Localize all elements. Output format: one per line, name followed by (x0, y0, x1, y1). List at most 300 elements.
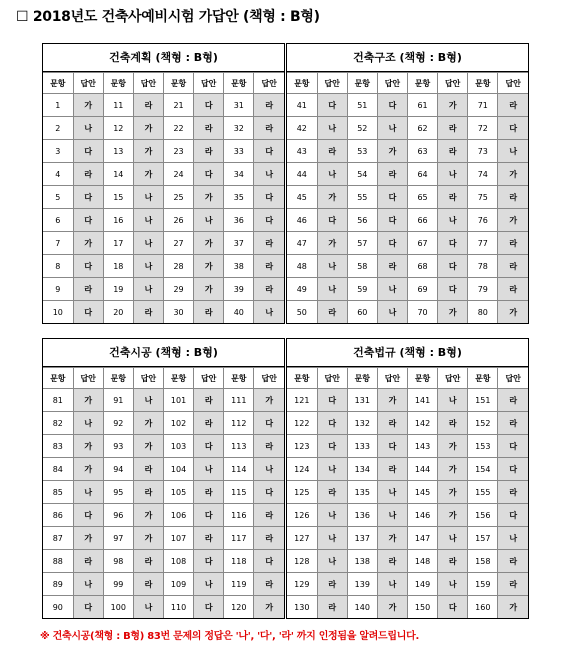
question-number: 40 (224, 301, 254, 324)
answer-cell: 라 (194, 412, 224, 435)
header-question: 문항 (103, 368, 133, 389)
question-number: 20 (103, 301, 133, 324)
question-number: 41 (287, 94, 317, 117)
answer-cell: 라 (498, 232, 528, 255)
question-number: 27 (164, 232, 194, 255)
question-number: 116 (224, 504, 254, 527)
question-number: 124 (287, 458, 317, 481)
answer-cell: 라 (438, 140, 468, 163)
question-number: 97 (103, 527, 133, 550)
question-number: 58 (347, 255, 377, 278)
answer-cell: 라 (133, 301, 163, 324)
answer-cell: 다 (377, 186, 407, 209)
header-row (287, 73, 528, 94)
question-number: 67 (408, 232, 438, 255)
table-row (287, 573, 528, 596)
question-number: 42 (287, 117, 317, 140)
question-number: 126 (287, 504, 317, 527)
question-number: 1 (43, 94, 73, 117)
header-question: 문항 (103, 73, 133, 94)
answer-cell: 나 (194, 573, 224, 596)
question-number: 61 (408, 94, 438, 117)
question-number: 118 (224, 550, 254, 573)
question-number: 49 (287, 278, 317, 301)
question-number: 29 (164, 278, 194, 301)
answer-cell: 가 (377, 389, 407, 412)
answer-cell: 다 (73, 186, 103, 209)
answer-cell: 나 (133, 232, 163, 255)
answer-table (43, 72, 284, 323)
header-answer: 답안 (254, 368, 284, 389)
answer-cell: 다 (498, 458, 528, 481)
table-row (43, 412, 284, 435)
question-number: 114 (224, 458, 254, 481)
answer-cell: 라 (498, 94, 528, 117)
header-question: 문항 (224, 73, 254, 94)
table-row (287, 412, 528, 435)
answer-cell: 다 (377, 232, 407, 255)
answer-cell: 라 (254, 504, 284, 527)
question-number: 3 (43, 140, 73, 163)
answer-cell: 라 (254, 117, 284, 140)
table-row (287, 301, 528, 324)
header-row (43, 73, 284, 94)
question-number: 50 (287, 301, 317, 324)
question-number: 34 (224, 163, 254, 186)
question-number: 110 (164, 596, 194, 619)
answer-cell: 라 (498, 550, 528, 573)
question-number: 127 (287, 527, 317, 550)
answer-cell: 다 (438, 232, 468, 255)
question-number: 39 (224, 278, 254, 301)
answer-cell: 나 (73, 481, 103, 504)
answer-cell: 라 (133, 94, 163, 117)
question-number: 130 (287, 596, 317, 619)
question-number: 24 (164, 163, 194, 186)
question-number: 155 (468, 481, 498, 504)
answer-cell: 다 (254, 412, 284, 435)
answer-cell: 라 (438, 117, 468, 140)
question-number: 141 (408, 389, 438, 412)
answer-cell: 다 (194, 94, 224, 117)
answer-cell: 나 (133, 389, 163, 412)
answer-cell: 라 (194, 140, 224, 163)
question-number: 72 (468, 117, 498, 140)
section-building-law (286, 338, 529, 619)
header-question: 문항 (164, 73, 194, 94)
question-number: 85 (43, 481, 73, 504)
table-row (287, 481, 528, 504)
question-number: 142 (408, 412, 438, 435)
table-row (287, 94, 528, 117)
question-number: 70 (408, 301, 438, 324)
answer-cell: 나 (317, 117, 347, 140)
header-answer: 답안 (317, 73, 347, 94)
table-row (43, 232, 284, 255)
answer-cell: 다 (498, 435, 528, 458)
answer-cell: 가 (254, 596, 284, 619)
table-row (43, 278, 284, 301)
answer-cell: 나 (194, 209, 224, 232)
header-answer: 답안 (73, 73, 103, 94)
question-number: 121 (287, 389, 317, 412)
answer-cell: 라 (317, 481, 347, 504)
question-number: 120 (224, 596, 254, 619)
answer-cell: 가 (438, 301, 468, 324)
answer-cell: 다 (254, 209, 284, 232)
question-number: 119 (224, 573, 254, 596)
answer-cell: 다 (194, 596, 224, 619)
table-row (287, 435, 528, 458)
answer-cell: 라 (317, 301, 347, 324)
question-number: 106 (164, 504, 194, 527)
question-number: 48 (287, 255, 317, 278)
answer-cell: 다 (194, 504, 224, 527)
answer-cell: 라 (254, 573, 284, 596)
question-number: 103 (164, 435, 194, 458)
question-number: 65 (408, 186, 438, 209)
header-question: 문항 (468, 368, 498, 389)
answer-cell: 가 (133, 163, 163, 186)
question-number: 11 (103, 94, 133, 117)
question-number: 98 (103, 550, 133, 573)
answer-cell: 가 (133, 504, 163, 527)
question-number: 19 (103, 278, 133, 301)
question-number: 12 (103, 117, 133, 140)
answer-cell: 나 (498, 527, 528, 550)
question-number: 21 (164, 94, 194, 117)
answer-cell: 나 (317, 163, 347, 186)
question-number: 53 (347, 140, 377, 163)
table-row (287, 255, 528, 278)
question-number: 147 (408, 527, 438, 550)
question-number: 99 (103, 573, 133, 596)
header-answer: 답안 (133, 368, 163, 389)
section-architectural-planning (42, 43, 285, 324)
question-number: 109 (164, 573, 194, 596)
answer-cell: 가 (133, 527, 163, 550)
question-number: 28 (164, 255, 194, 278)
answer-cell: 라 (498, 481, 528, 504)
question-number: 148 (408, 550, 438, 573)
answer-cell: 나 (73, 573, 103, 596)
answer-cell: 다 (317, 94, 347, 117)
answer-cell: 다 (73, 504, 103, 527)
table-row (287, 163, 528, 186)
answer-cell: 다 (73, 209, 103, 232)
answer-table (287, 72, 528, 323)
answer-cell: 나 (377, 301, 407, 324)
answer-cell: 나 (254, 301, 284, 324)
table-row (287, 504, 528, 527)
header-question: 문항 (164, 368, 194, 389)
answer-table (43, 367, 284, 618)
question-number: 129 (287, 573, 317, 596)
header-answer: 답안 (438, 368, 468, 389)
answer-cell: 라 (317, 596, 347, 619)
answer-cell: 라 (317, 573, 347, 596)
table-row (287, 209, 528, 232)
document-title: ☐ 2018년도 건축사예비시험 가답안 (책형 : B형) (16, 9, 320, 25)
answer-cell: 가 (194, 186, 224, 209)
answer-cell: 나 (133, 278, 163, 301)
answer-cell: 라 (254, 94, 284, 117)
answer-cell: 가 (194, 255, 224, 278)
question-number: 92 (103, 412, 133, 435)
answer-cell: 나 (133, 209, 163, 232)
question-number: 93 (103, 435, 133, 458)
header-question: 문항 (43, 368, 73, 389)
table-row (43, 186, 284, 209)
question-number: 82 (43, 412, 73, 435)
question-number: 83 (43, 435, 73, 458)
question-number: 90 (43, 596, 73, 619)
question-number: 5 (43, 186, 73, 209)
question-number: 160 (468, 596, 498, 619)
question-number: 128 (287, 550, 317, 573)
header-answer: 답안 (73, 368, 103, 389)
question-number: 89 (43, 573, 73, 596)
answer-cell: 라 (498, 389, 528, 412)
question-number: 44 (287, 163, 317, 186)
answer-cell: 가 (498, 301, 528, 324)
answer-cell: 다 (194, 163, 224, 186)
answer-cell: 가 (377, 140, 407, 163)
answer-cell: 라 (254, 255, 284, 278)
question-number: 105 (164, 481, 194, 504)
question-number: 73 (468, 140, 498, 163)
question-number: 25 (164, 186, 194, 209)
question-number: 63 (408, 140, 438, 163)
answer-cell: 라 (498, 412, 528, 435)
question-number: 9 (43, 278, 73, 301)
question-number: 4 (43, 163, 73, 186)
section-architectural-structure (286, 43, 529, 324)
question-number: 32 (224, 117, 254, 140)
answer-cell: 라 (377, 163, 407, 186)
question-number: 57 (347, 232, 377, 255)
header-question: 문항 (287, 368, 317, 389)
question-number: 71 (468, 94, 498, 117)
question-number: 18 (103, 255, 133, 278)
question-number: 14 (103, 163, 133, 186)
table-row (287, 596, 528, 619)
answer-cell: 나 (438, 389, 468, 412)
header-question: 문항 (408, 73, 438, 94)
answer-cell: 라 (254, 435, 284, 458)
header-question: 문항 (347, 368, 377, 389)
answer-cell: 다 (377, 435, 407, 458)
question-number: 102 (164, 412, 194, 435)
header-question: 문항 (468, 73, 498, 94)
question-number: 16 (103, 209, 133, 232)
answer-cell: 가 (498, 163, 528, 186)
question-number: 59 (347, 278, 377, 301)
answer-cell: 다 (73, 255, 103, 278)
answer-cell: 라 (438, 550, 468, 573)
question-number: 37 (224, 232, 254, 255)
answer-cell: 나 (377, 573, 407, 596)
question-number: 154 (468, 458, 498, 481)
question-number: 94 (103, 458, 133, 481)
question-number: 125 (287, 481, 317, 504)
answer-cell: 라 (377, 412, 407, 435)
question-number: 64 (408, 163, 438, 186)
question-number: 132 (347, 412, 377, 435)
header-question: 문항 (287, 73, 317, 94)
answer-cell: 나 (377, 117, 407, 140)
question-number: 13 (103, 140, 133, 163)
answer-cell: 라 (254, 527, 284, 550)
answer-cell: 다 (498, 117, 528, 140)
table-row (287, 527, 528, 550)
answer-cell: 나 (317, 255, 347, 278)
answer-cell: 나 (438, 163, 468, 186)
header-answer: 답안 (498, 73, 528, 94)
header-row (43, 368, 284, 389)
table-row (43, 140, 284, 163)
answer-cell: 가 (438, 504, 468, 527)
question-number: 60 (347, 301, 377, 324)
answer-cell: 다 (254, 140, 284, 163)
answer-cell: 가 (73, 435, 103, 458)
answer-cell: 나 (438, 209, 468, 232)
header-question: 문항 (408, 368, 438, 389)
question-number: 158 (468, 550, 498, 573)
question-number: 31 (224, 94, 254, 117)
question-number: 6 (43, 209, 73, 232)
answer-cell: 다 (194, 435, 224, 458)
answer-cell: 라 (73, 278, 103, 301)
answer-cell: 라 (377, 255, 407, 278)
notice-text: ※ 건축시공(책형 : B형) 83번 문제의 정답은 '나', '다', '라' 까지 인정됨을 알려드립니다. (40, 631, 419, 642)
answer-table (287, 367, 528, 618)
question-number: 95 (103, 481, 133, 504)
question-number: 88 (43, 550, 73, 573)
question-number: 104 (164, 458, 194, 481)
table-row (43, 255, 284, 278)
answer-cell: 나 (377, 278, 407, 301)
question-number: 138 (347, 550, 377, 573)
answer-cell: 라 (194, 527, 224, 550)
answer-cell: 라 (133, 573, 163, 596)
table-row (43, 573, 284, 596)
answer-cell: 라 (438, 412, 468, 435)
header-answer: 답안 (377, 368, 407, 389)
answer-cell: 나 (438, 527, 468, 550)
answer-cell: 라 (377, 458, 407, 481)
question-number: 145 (408, 481, 438, 504)
answer-cell: 가 (377, 527, 407, 550)
question-number: 35 (224, 186, 254, 209)
answer-cell: 라 (194, 481, 224, 504)
question-number: 136 (347, 504, 377, 527)
question-number: 79 (468, 278, 498, 301)
question-number: 149 (408, 573, 438, 596)
answer-cell: 가 (194, 278, 224, 301)
answer-cell: 다 (254, 186, 284, 209)
answer-cell: 가 (377, 596, 407, 619)
answer-cell: 라 (133, 550, 163, 573)
answer-cell: 가 (73, 458, 103, 481)
question-number: 146 (408, 504, 438, 527)
question-number: 45 (287, 186, 317, 209)
answer-cell: 다 (73, 301, 103, 324)
answer-cell: 가 (438, 435, 468, 458)
answer-cell: 나 (254, 163, 284, 186)
question-number: 108 (164, 550, 194, 573)
answer-cell: 라 (133, 458, 163, 481)
answer-cell: 다 (377, 94, 407, 117)
answer-cell: 다 (317, 209, 347, 232)
question-number: 2 (43, 117, 73, 140)
answer-cell: 나 (377, 481, 407, 504)
question-number: 153 (468, 435, 498, 458)
table-row (43, 209, 284, 232)
answer-cell: 다 (317, 412, 347, 435)
answer-cell: 나 (317, 504, 347, 527)
question-number: 140 (347, 596, 377, 619)
answer-cell: 라 (254, 278, 284, 301)
question-number: 115 (224, 481, 254, 504)
answer-cell: 라 (194, 389, 224, 412)
question-number: 8 (43, 255, 73, 278)
question-number: 78 (468, 255, 498, 278)
answer-cell: 나 (317, 550, 347, 573)
question-number: 69 (408, 278, 438, 301)
question-number: 33 (224, 140, 254, 163)
answer-cell: 다 (194, 550, 224, 573)
answer-cell: 나 (254, 458, 284, 481)
answer-cell: 가 (73, 389, 103, 412)
answer-cell: 가 (438, 481, 468, 504)
table-row (43, 163, 284, 186)
question-number: 66 (408, 209, 438, 232)
answer-cell: 라 (498, 186, 528, 209)
header-answer: 답안 (194, 368, 224, 389)
question-number: 134 (347, 458, 377, 481)
table-row (43, 527, 284, 550)
answer-cell: 나 (317, 458, 347, 481)
question-number: 52 (347, 117, 377, 140)
answer-cell: 가 (73, 527, 103, 550)
question-number: 80 (468, 301, 498, 324)
question-number: 26 (164, 209, 194, 232)
question-number: 137 (347, 527, 377, 550)
table-row (287, 140, 528, 163)
header-question: 문항 (347, 73, 377, 94)
answer-cell: 가 (133, 412, 163, 435)
table-row (43, 458, 284, 481)
table-row (43, 389, 284, 412)
answer-cell: 가 (73, 94, 103, 117)
answer-cell: 나 (73, 412, 103, 435)
answer-cell: 라 (498, 278, 528, 301)
table-row (43, 117, 284, 140)
answer-cell: 다 (317, 389, 347, 412)
answer-cell: 가 (133, 140, 163, 163)
table-row (287, 278, 528, 301)
question-number: 135 (347, 481, 377, 504)
answer-cell: 다 (317, 435, 347, 458)
question-number: 159 (468, 573, 498, 596)
question-number: 144 (408, 458, 438, 481)
question-number: 55 (347, 186, 377, 209)
question-number: 74 (468, 163, 498, 186)
header-row (287, 368, 528, 389)
answer-cell: 다 (73, 596, 103, 619)
question-number: 96 (103, 504, 133, 527)
